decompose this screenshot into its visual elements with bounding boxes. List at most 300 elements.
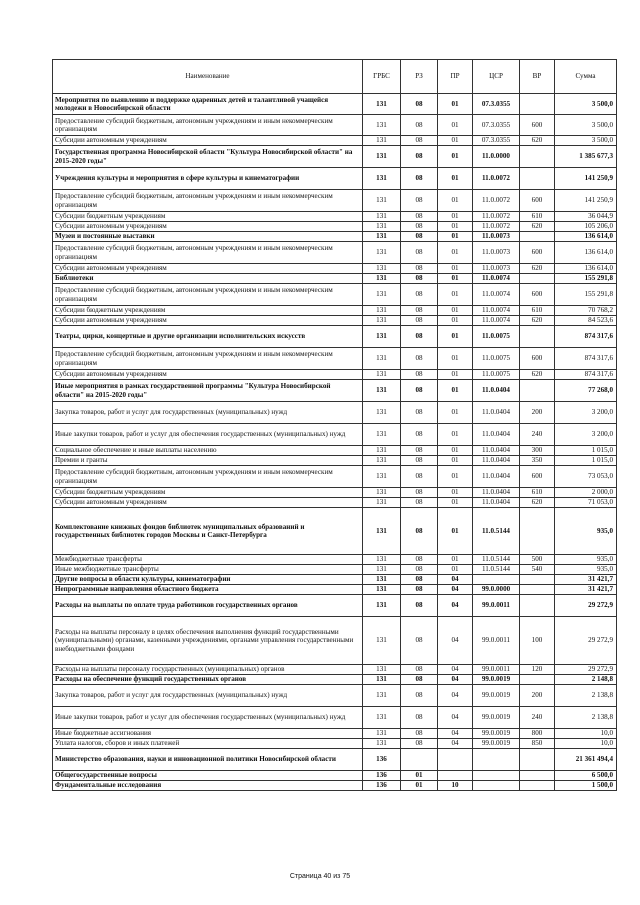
cell-grbs: 131 bbox=[363, 555, 401, 565]
cell-sum: 6 500,0 bbox=[555, 771, 617, 781]
cell-vr: 100 bbox=[520, 617, 555, 665]
cell-csr: 11.0.0073 bbox=[473, 264, 520, 274]
cell-sum: 3 200,0 bbox=[555, 402, 617, 424]
cell-name: Субсидии автономным учреждениям bbox=[53, 136, 363, 146]
cell-vr bbox=[520, 326, 555, 348]
table-row bbox=[53, 675, 617, 685]
cell-rz: 08 bbox=[401, 675, 438, 685]
cell-pr: 04 bbox=[438, 585, 473, 595]
cell-vr: 620 bbox=[520, 264, 555, 274]
cell-vr bbox=[520, 575, 555, 585]
table-row bbox=[53, 729, 617, 739]
cell-name: Субсидии автономным учреждениям bbox=[53, 316, 363, 326]
cell-sum: 31 421,7 bbox=[555, 585, 617, 595]
cell-name: Предоставление субсидий бюджетным, автономным учреждениям и иным некоммерческим организациям bbox=[53, 466, 363, 488]
cell-pr: 01 bbox=[438, 424, 473, 446]
cell-rz: 08 bbox=[401, 424, 438, 446]
cell-sum: 3 200,0 bbox=[555, 424, 617, 446]
cell-vr bbox=[520, 781, 555, 791]
cell-csr: 11.0.0073 bbox=[473, 232, 520, 242]
cell-csr: 11.0.0404 bbox=[473, 466, 520, 488]
cell-sum: 29 272,9 bbox=[555, 665, 617, 675]
cell-grbs: 131 bbox=[363, 707, 401, 729]
cell-rz: 08 bbox=[401, 380, 438, 402]
cell-pr: 01 bbox=[438, 146, 473, 168]
cell-name: Предоставление субсидий бюджетным, автономным учреждениям и иным некоммерческим организациям bbox=[53, 190, 363, 212]
cell-pr: 01 bbox=[438, 555, 473, 565]
cell-pr: 01 bbox=[438, 136, 473, 146]
cell-rz: 08 bbox=[401, 190, 438, 212]
cell-name: Премии и гранты bbox=[53, 456, 363, 466]
cell-grbs: 131 bbox=[363, 508, 401, 555]
cell-pr: 01 bbox=[438, 212, 473, 222]
header-grbs: ГРБС bbox=[363, 60, 401, 94]
header-pr: ПР bbox=[438, 60, 473, 94]
cell-pr: 01 bbox=[438, 370, 473, 380]
cell-grbs: 131 bbox=[363, 729, 401, 739]
cell-rz: 08 bbox=[401, 222, 438, 232]
cell-grbs: 131 bbox=[363, 617, 401, 665]
cell-rz: 01 bbox=[401, 781, 438, 791]
cell-grbs: 136 bbox=[363, 781, 401, 791]
cell-csr: 11.0.0072 bbox=[473, 222, 520, 232]
cell-csr: 11.0.0072 bbox=[473, 212, 520, 222]
cell-grbs: 131 bbox=[363, 488, 401, 498]
cell-name: Субсидии автономным учреждениям bbox=[53, 222, 363, 232]
cell-pr: 04 bbox=[438, 729, 473, 739]
cell-pr: 04 bbox=[438, 665, 473, 675]
table-row bbox=[53, 665, 617, 675]
table-row bbox=[53, 242, 617, 264]
cell-rz: 08 bbox=[401, 402, 438, 424]
table-row bbox=[53, 222, 617, 232]
cell-csr: 11.0.0073 bbox=[473, 242, 520, 264]
table-row bbox=[53, 316, 617, 326]
cell-rz: 08 bbox=[401, 595, 438, 617]
cell-grbs: 136 bbox=[363, 749, 401, 771]
cell-vr: 120 bbox=[520, 665, 555, 675]
cell-vr: 600 bbox=[520, 466, 555, 488]
cell-sum: 84 523,6 bbox=[555, 316, 617, 326]
cell-pr: 01 bbox=[438, 316, 473, 326]
table-row bbox=[53, 595, 617, 617]
cell-name: Министерство образования, науки и инновационной политики Новосибирской области bbox=[53, 749, 363, 771]
header-sum: Сумма bbox=[555, 60, 617, 94]
cell-sum: 141 250,9 bbox=[555, 190, 617, 212]
cell-vr: 200 bbox=[520, 685, 555, 707]
cell-grbs: 131 bbox=[363, 424, 401, 446]
table-row bbox=[53, 264, 617, 274]
cell-name: Закупка товаров, работ и услуг для государственных (муниципальных) нужд bbox=[53, 685, 363, 707]
cell-rz: 08 bbox=[401, 729, 438, 739]
cell-grbs: 131 bbox=[363, 274, 401, 284]
cell-vr bbox=[520, 232, 555, 242]
cell-name: Социальное обеспечение и иные выплаты населению bbox=[53, 446, 363, 456]
cell-csr: 11.0.0074 bbox=[473, 306, 520, 316]
cell-grbs: 131 bbox=[363, 94, 401, 115]
cell-pr: 01 bbox=[438, 565, 473, 575]
table-row bbox=[53, 771, 617, 781]
cell-grbs: 131 bbox=[363, 264, 401, 274]
cell-rz: 08 bbox=[401, 316, 438, 326]
header-name: Наименование bbox=[53, 60, 363, 94]
cell-rz: 08 bbox=[401, 685, 438, 707]
cell-rz: 08 bbox=[401, 94, 438, 115]
cell-vr: 240 bbox=[520, 424, 555, 446]
cell-name: Предоставление субсидий бюджетным, автономным учреждениям и иным некоммерческим организациям bbox=[53, 242, 363, 264]
table-row bbox=[53, 136, 617, 146]
cell-pr: 04 bbox=[438, 575, 473, 585]
cell-csr: 11.0.0074 bbox=[473, 274, 520, 284]
cell-csr: 11.0.5144 bbox=[473, 555, 520, 565]
cell-csr: 11.0.0404 bbox=[473, 498, 520, 508]
cell-rz: 08 bbox=[401, 146, 438, 168]
cell-sum: 1 015,0 bbox=[555, 446, 617, 456]
cell-vr: 800 bbox=[520, 729, 555, 739]
cell-csr: 07.3.0355 bbox=[473, 115, 520, 136]
cell-name: Мероприятия по выявлению и поддержке одаренных детей и талантливой учащейся молодежи в Новосибирской области bbox=[53, 94, 363, 115]
header-vr: ВР bbox=[520, 60, 555, 94]
cell-pr: 04 bbox=[438, 595, 473, 617]
cell-vr: 620 bbox=[520, 316, 555, 326]
cell-name: Государственная программа Новосибирской области "Культура Новосибирской области" на 2015-2020 годы" bbox=[53, 146, 363, 168]
cell-pr: 04 bbox=[438, 617, 473, 665]
cell-vr: 600 bbox=[520, 115, 555, 136]
cell-sum: 29 272,9 bbox=[555, 595, 617, 617]
cell-rz: 08 bbox=[401, 498, 438, 508]
cell-csr: 11.0.0404 bbox=[473, 380, 520, 402]
cell-grbs: 131 bbox=[363, 326, 401, 348]
cell-grbs: 131 bbox=[363, 575, 401, 585]
cell-sum: 2 138,8 bbox=[555, 685, 617, 707]
cell-csr: 11.0.0404 bbox=[473, 488, 520, 498]
cell-sum: 874 317,6 bbox=[555, 326, 617, 348]
cell-csr: 07.3.0355 bbox=[473, 94, 520, 115]
cell-pr: 01 bbox=[438, 446, 473, 456]
cell-vr: 350 bbox=[520, 456, 555, 466]
cell-csr: 99.0.0000 bbox=[473, 585, 520, 595]
table-row bbox=[53, 380, 617, 402]
page-footer: Страница 40 из 75 bbox=[289, 873, 351, 880]
cell-pr: 01 bbox=[438, 232, 473, 242]
cell-name: Расходы на выплаты персоналу в целях обеспечения выполнения функций государственными (муниципальными) органами, казенными учреждениями, органами управления государственными внебюджетными фондами bbox=[53, 617, 363, 665]
cell-name: Расходы на выплаты по оплате труда работников государственных органов bbox=[53, 595, 363, 617]
cell-csr: 11.0.0404 bbox=[473, 446, 520, 456]
cell-pr: 04 bbox=[438, 675, 473, 685]
table-row bbox=[53, 508, 617, 555]
cell-vr: 600 bbox=[520, 190, 555, 212]
cell-pr: 01 bbox=[438, 264, 473, 274]
cell-pr: 04 bbox=[438, 707, 473, 729]
cell-rz: 08 bbox=[401, 326, 438, 348]
cell-pr: 01 bbox=[438, 508, 473, 555]
cell-sum: 10,0 bbox=[555, 739, 617, 749]
table-row bbox=[53, 190, 617, 212]
cell-grbs: 131 bbox=[363, 115, 401, 136]
cell-grbs: 131 bbox=[363, 136, 401, 146]
cell-pr: 04 bbox=[438, 739, 473, 749]
cell-name: Предоставление субсидий бюджетным, автономным учреждениям и иным некоммерческим организациям bbox=[53, 284, 363, 306]
table-row bbox=[53, 575, 617, 585]
cell-name: Общегосударственные вопросы bbox=[53, 771, 363, 781]
cell-csr: 11.0.0074 bbox=[473, 316, 520, 326]
table-row bbox=[53, 326, 617, 348]
cell-name: Иные закупки товаров, работ и услуг для обеспечения государственных (муниципальных) нужд bbox=[53, 707, 363, 729]
cell-rz bbox=[401, 749, 438, 771]
table-row bbox=[53, 94, 617, 115]
cell-vr bbox=[520, 595, 555, 617]
table-row bbox=[53, 232, 617, 242]
cell-pr: 01 bbox=[438, 456, 473, 466]
cell-rz: 08 bbox=[401, 565, 438, 575]
cell-pr: 01 bbox=[438, 274, 473, 284]
cell-name: Иные закупки товаров, работ и услуг для обеспечения государственных (муниципальных) нужд bbox=[53, 424, 363, 446]
cell-rz: 08 bbox=[401, 370, 438, 380]
cell-csr: 99.0.0019 bbox=[473, 685, 520, 707]
cell-name: Библиотеки bbox=[53, 274, 363, 284]
cell-vr bbox=[520, 94, 555, 115]
cell-csr: 11.0.0075 bbox=[473, 348, 520, 370]
cell-vr bbox=[520, 146, 555, 168]
cell-sum: 29 272,9 bbox=[555, 617, 617, 665]
table-row bbox=[53, 781, 617, 791]
cell-grbs: 131 bbox=[363, 466, 401, 488]
cell-csr: 11.0.5144 bbox=[473, 508, 520, 555]
table-row bbox=[53, 306, 617, 316]
table-row bbox=[53, 585, 617, 595]
table-row bbox=[53, 274, 617, 284]
table-row bbox=[53, 456, 617, 466]
cell-pr: 01 bbox=[438, 168, 473, 190]
cell-vr: 610 bbox=[520, 488, 555, 498]
cell-rz: 08 bbox=[401, 168, 438, 190]
cell-sum: 935,0 bbox=[555, 508, 617, 555]
cell-sum: 136 614,0 bbox=[555, 264, 617, 274]
table-row bbox=[53, 370, 617, 380]
cell-pr: 01 bbox=[438, 94, 473, 115]
cell-csr: 99.0.0011 bbox=[473, 595, 520, 617]
table-row bbox=[53, 685, 617, 707]
cell-grbs: 131 bbox=[363, 316, 401, 326]
cell-rz: 08 bbox=[401, 274, 438, 284]
table-row bbox=[53, 115, 617, 136]
cell-sum: 3 500,0 bbox=[555, 136, 617, 146]
cell-sum: 21 361 494,4 bbox=[555, 749, 617, 771]
cell-pr: 01 bbox=[438, 466, 473, 488]
table-row bbox=[53, 168, 617, 190]
table-row bbox=[53, 424, 617, 446]
cell-csr: 11.0.5144 bbox=[473, 565, 520, 575]
cell-name: Субсидии автономным учреждениям bbox=[53, 264, 363, 274]
cell-pr: 01 bbox=[438, 380, 473, 402]
cell-sum: 31 421,7 bbox=[555, 575, 617, 585]
cell-csr: 11.0.0404 bbox=[473, 402, 520, 424]
cell-csr: 11.0.0075 bbox=[473, 370, 520, 380]
cell-vr: 620 bbox=[520, 136, 555, 146]
cell-vr bbox=[520, 771, 555, 781]
cell-vr: 200 bbox=[520, 402, 555, 424]
cell-name: Фундаментальные исследования bbox=[53, 781, 363, 791]
cell-vr: 600 bbox=[520, 284, 555, 306]
budget-table bbox=[52, 59, 617, 791]
table-row bbox=[53, 146, 617, 168]
cell-name: Предоставление субсидий бюджетным, автономным учреждениям и иным некоммерческим организациям bbox=[53, 115, 363, 136]
table-row bbox=[53, 466, 617, 488]
cell-pr: 01 bbox=[438, 222, 473, 232]
cell-csr bbox=[473, 749, 520, 771]
table-row bbox=[53, 446, 617, 456]
cell-rz: 08 bbox=[401, 232, 438, 242]
cell-vr: 610 bbox=[520, 306, 555, 316]
cell-name: Субсидии бюджетным учреждениям bbox=[53, 306, 363, 316]
table-row bbox=[53, 617, 617, 665]
cell-rz: 08 bbox=[401, 739, 438, 749]
cell-grbs: 131 bbox=[363, 284, 401, 306]
cell-name: Учреждения культуры и мероприятия в сфере культуры и кинематографии bbox=[53, 168, 363, 190]
cell-rz: 08 bbox=[401, 115, 438, 136]
cell-sum: 10,0 bbox=[555, 729, 617, 739]
cell-name: Предоставление субсидий бюджетным, автономным учреждениям и иным некоммерческим организациям bbox=[53, 348, 363, 370]
table-row bbox=[53, 707, 617, 729]
cell-rz: 01 bbox=[401, 771, 438, 781]
table-row bbox=[53, 212, 617, 222]
cell-name: Субсидии бюджетным учреждениям bbox=[53, 212, 363, 222]
cell-vr bbox=[520, 508, 555, 555]
cell-sum: 136 614,0 bbox=[555, 232, 617, 242]
cell-grbs: 131 bbox=[363, 446, 401, 456]
cell-vr: 610 bbox=[520, 212, 555, 222]
cell-rz: 08 bbox=[401, 575, 438, 585]
cell-vr bbox=[520, 749, 555, 771]
cell-pr: 01 bbox=[438, 488, 473, 498]
cell-rz: 08 bbox=[401, 306, 438, 316]
cell-sum: 874 317,6 bbox=[555, 348, 617, 370]
table-row bbox=[53, 402, 617, 424]
cell-grbs: 131 bbox=[363, 565, 401, 575]
cell-rz: 08 bbox=[401, 555, 438, 565]
cell-grbs: 131 bbox=[363, 212, 401, 222]
table-row bbox=[53, 284, 617, 306]
cell-vr: 300 bbox=[520, 446, 555, 456]
cell-rz: 08 bbox=[401, 508, 438, 555]
table-header-row bbox=[53, 60, 617, 94]
cell-sum: 77 268,0 bbox=[555, 380, 617, 402]
cell-vr bbox=[520, 585, 555, 595]
cell-vr: 540 bbox=[520, 565, 555, 575]
cell-csr: 11.0.0404 bbox=[473, 424, 520, 446]
header-csr: ЦСР bbox=[473, 60, 520, 94]
cell-csr bbox=[473, 575, 520, 585]
cell-name: Субсидии автономным учреждениям bbox=[53, 498, 363, 508]
cell-grbs: 131 bbox=[363, 595, 401, 617]
cell-name: Закупка товаров, работ и услуг для государственных (муниципальных) нужд bbox=[53, 402, 363, 424]
cell-name: Расходы на обеспечение функций государственных органов bbox=[53, 675, 363, 685]
cell-sum: 71 053,0 bbox=[555, 498, 617, 508]
cell-csr: 99.0.0011 bbox=[473, 617, 520, 665]
cell-grbs: 131 bbox=[363, 498, 401, 508]
cell-name: Музеи и постоянные выставки bbox=[53, 232, 363, 242]
cell-grbs: 131 bbox=[363, 675, 401, 685]
cell-sum: 935,0 bbox=[555, 555, 617, 565]
cell-rz: 08 bbox=[401, 348, 438, 370]
cell-sum: 935,0 bbox=[555, 565, 617, 575]
cell-grbs: 131 bbox=[363, 222, 401, 232]
cell-name: Субсидии автономным учреждениям bbox=[53, 370, 363, 380]
cell-sum: 70 768,2 bbox=[555, 306, 617, 316]
cell-csr bbox=[473, 771, 520, 781]
cell-vr: 620 bbox=[520, 222, 555, 232]
header-rz: РЗ bbox=[401, 60, 438, 94]
cell-name: Другие вопросы в области культуры, кинематографии bbox=[53, 575, 363, 585]
cell-csr: 99.0.0019 bbox=[473, 675, 520, 685]
cell-sum: 141 250,9 bbox=[555, 168, 617, 190]
cell-grbs: 131 bbox=[363, 306, 401, 316]
cell-grbs: 131 bbox=[363, 739, 401, 749]
cell-pr: 04 bbox=[438, 685, 473, 707]
cell-vr: 240 bbox=[520, 707, 555, 729]
cell-grbs: 131 bbox=[363, 370, 401, 380]
cell-pr: 01 bbox=[438, 326, 473, 348]
cell-sum: 105 206,0 bbox=[555, 222, 617, 232]
cell-vr: 500 bbox=[520, 555, 555, 565]
cell-grbs: 131 bbox=[363, 348, 401, 370]
cell-pr: 01 bbox=[438, 284, 473, 306]
cell-csr: 11.0.0074 bbox=[473, 284, 520, 306]
cell-rz: 08 bbox=[401, 665, 438, 675]
cell-csr: 11.0.0404 bbox=[473, 456, 520, 466]
cell-grbs: 131 bbox=[363, 685, 401, 707]
table-row bbox=[53, 749, 617, 771]
cell-pr: 01 bbox=[438, 348, 473, 370]
table-row bbox=[53, 555, 617, 565]
cell-sum: 36 044,9 bbox=[555, 212, 617, 222]
cell-rz: 08 bbox=[401, 264, 438, 274]
cell-rz: 08 bbox=[401, 466, 438, 488]
cell-name: Театры, цирки, концертные и другие организации исполнительских искусств bbox=[53, 326, 363, 348]
cell-vr bbox=[520, 675, 555, 685]
table-row bbox=[53, 739, 617, 749]
cell-csr: 99.0.0019 bbox=[473, 729, 520, 739]
cell-name: Субсидии бюджетным учреждениям bbox=[53, 488, 363, 498]
cell-pr: 01 bbox=[438, 498, 473, 508]
cell-grbs: 131 bbox=[363, 402, 401, 424]
cell-grbs: 131 bbox=[363, 146, 401, 168]
cell-name: Иные мероприятия в рамках государственной программы "Культура Новосибирской области" на 2015-2020 годы" bbox=[53, 380, 363, 402]
cell-rz: 08 bbox=[401, 617, 438, 665]
cell-pr: 01 bbox=[438, 115, 473, 136]
cell-rz: 08 bbox=[401, 707, 438, 729]
table-row bbox=[53, 565, 617, 575]
cell-sum: 1 385 677,3 bbox=[555, 146, 617, 168]
cell-sum: 2 148,8 bbox=[555, 675, 617, 685]
cell-pr: 01 bbox=[438, 306, 473, 316]
cell-csr: 07.3.0355 bbox=[473, 136, 520, 146]
cell-vr: 600 bbox=[520, 242, 555, 264]
cell-vr: 850 bbox=[520, 739, 555, 749]
cell-pr bbox=[438, 771, 473, 781]
cell-pr: 10 bbox=[438, 781, 473, 791]
cell-name: Расходы на выплаты персоналу государственных (муниципальных) органов bbox=[53, 665, 363, 675]
cell-sum: 874 317,6 bbox=[555, 370, 617, 380]
cell-vr: 620 bbox=[520, 370, 555, 380]
cell-rz: 08 bbox=[401, 136, 438, 146]
cell-csr: 11.0.0075 bbox=[473, 326, 520, 348]
cell-sum: 1 015,0 bbox=[555, 456, 617, 466]
cell-vr bbox=[520, 380, 555, 402]
cell-sum: 2 138,8 bbox=[555, 707, 617, 729]
cell-vr bbox=[520, 274, 555, 284]
cell-grbs: 131 bbox=[363, 242, 401, 264]
